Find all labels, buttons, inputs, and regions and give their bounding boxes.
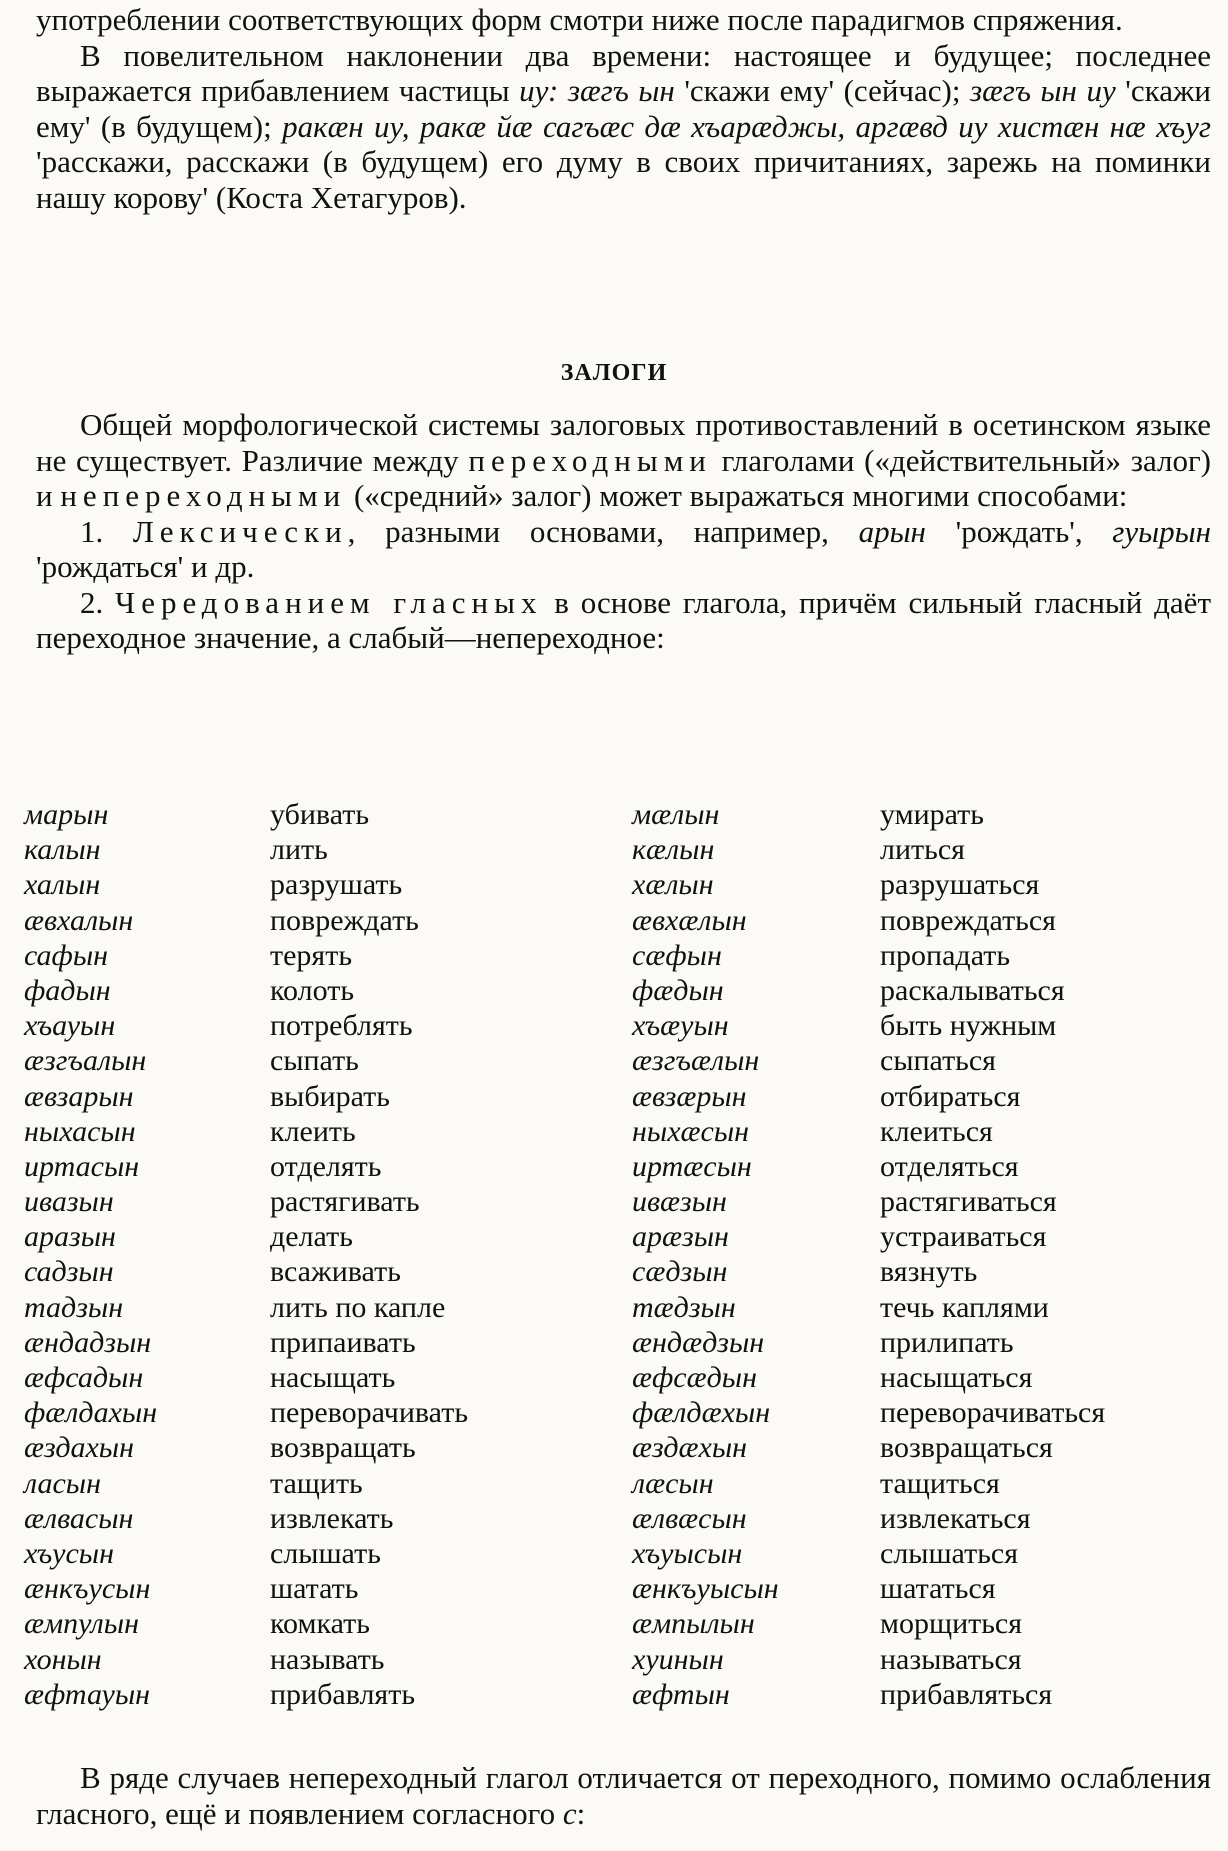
verb-row — [24, 1149, 1214, 1184]
verb-row — [24, 1501, 1214, 1536]
transitive-verb: æнкъусын — [24, 1572, 151, 1606]
transitive-meaning: лить — [270, 833, 328, 867]
emphasized-term: Лексически — [132, 513, 348, 549]
intransitive-verb: ныхæсын — [632, 1114, 750, 1148]
intransitive-meaning: слышаться — [880, 1536, 1018, 1570]
transitive-meaning: припаивать — [270, 1325, 416, 1359]
transitive-verb: æфтауын — [24, 1677, 151, 1711]
intransitive-verb: лæсын — [632, 1466, 714, 1500]
text-run: глаголами («действительный» залог) и — [36, 442, 1211, 513]
transitive-verb: хъауын — [24, 1009, 116, 1043]
text-run: , разными основами, например, — [347, 513, 859, 549]
transitive-meaning: повреждать — [270, 903, 419, 937]
transitive-verb: хъусын — [24, 1536, 114, 1570]
transitive-meaning: всаживать — [270, 1255, 401, 1289]
intransitive-meaning: шататься — [880, 1572, 996, 1606]
text-run: 'скажи ему' (сейчас); — [674, 73, 971, 108]
transitive-verb: фæлдахын — [24, 1396, 158, 1430]
text-run: В повелительном наклонении два времени: настоящее и будущее; последнее выражается прибавлением частицы — [36, 37, 1211, 108]
intransitive-meaning: умирать — [880, 798, 984, 831]
transitive-verb: аразын — [24, 1220, 116, 1254]
intransitive-verb: мæлын — [632, 798, 720, 831]
transitive-meaning: возвращать — [270, 1431, 416, 1465]
transitive-verb: æздахын — [24, 1431, 135, 1465]
transitive-meaning: комкать — [270, 1607, 370, 1641]
verb-row — [24, 1536, 1214, 1571]
intransitive-verb: æмпылын — [632, 1607, 755, 1641]
intransitive-meaning: быть нужным — [880, 1009, 1057, 1043]
intro-text — [36, 2, 1211, 215]
verb-row — [24, 1430, 1214, 1465]
imperative-paragraph — [36, 38, 1211, 216]
text-run: 'рождать', — [925, 513, 1113, 549]
transitive-verb: æмпулын — [24, 1607, 139, 1641]
intransitive-meaning: называться — [880, 1642, 1022, 1676]
intransitive-verb: фæлдæхын — [632, 1396, 771, 1430]
intransitive-meaning: раскалываться — [880, 973, 1065, 1007]
verb-row — [24, 797, 1214, 832]
example-word: гуырын — [1112, 513, 1211, 549]
transitive-meaning: лить по капле — [270, 1290, 446, 1324]
verb-row — [24, 1325, 1214, 1360]
transitive-meaning: шатать — [270, 1572, 359, 1606]
text-run: в основе глагола, причём сильный гласный даёт переходное значение, а слабый—непереходное: — [36, 584, 1211, 655]
transitive-meaning: убивать — [270, 798, 370, 831]
verb-row — [24, 1184, 1214, 1219]
text-run: : — [576, 1795, 586, 1831]
transitive-meaning: колоть — [270, 973, 355, 1007]
intransitive-meaning: отбираться — [880, 1079, 1021, 1113]
intransitive-meaning: повреждаться — [880, 903, 1056, 937]
transitive-meaning: называть — [270, 1642, 385, 1676]
verb-row — [24, 1219, 1214, 1254]
verb-row — [24, 867, 1214, 902]
intransitive-meaning: устраиваться — [880, 1220, 1047, 1254]
verb-row — [24, 1254, 1214, 1289]
intransitive-meaning: литься — [880, 833, 965, 867]
transitive-meaning: сыпать — [270, 1044, 359, 1078]
transitive-meaning: переворачивать — [270, 1396, 469, 1430]
intransitive-meaning: возвращаться — [880, 1431, 1053, 1465]
example-word: с — [562, 1795, 577, 1831]
intransitive-verb: æндæдзын — [632, 1325, 765, 1359]
intransitive-meaning: пропадать — [880, 938, 1011, 972]
transitive-verb: æзгъалын — [24, 1044, 147, 1078]
verb-row — [24, 1360, 1214, 1395]
voice-text — [36, 407, 1211, 656]
transitive-verb: фадын — [24, 973, 111, 1007]
transitive-meaning: тащить — [270, 1466, 363, 1500]
transitive-meaning: терять — [270, 938, 353, 972]
transitive-verb: æвхалын — [24, 903, 134, 937]
transitive-verb: иртасын — [24, 1149, 140, 1183]
emphasized-term: переходными — [468, 442, 712, 478]
transitive-verb: æфсадын — [24, 1361, 144, 1394]
intransitive-meaning: насыщаться — [880, 1361, 1033, 1394]
transitive-verb: ныхасын — [24, 1114, 136, 1148]
verb-row — [24, 938, 1214, 973]
transitive-verb: æвзарын — [24, 1079, 134, 1113]
text-run: («средний» залог) может выражаться многими способами: — [346, 478, 1128, 513]
verb-row — [24, 903, 1214, 938]
emphasized-term: Чередованием гласных — [115, 584, 543, 620]
closing-text — [36, 1760, 1211, 1831]
intransitive-verb: ивæзын — [632, 1185, 727, 1219]
example-word: иу: зæгъ ын — [519, 73, 675, 108]
intransitive-verb: æфсæдын — [632, 1361, 758, 1394]
intransitive-verb: тæдзын — [632, 1290, 736, 1324]
intransitive-verb: иртæсын — [632, 1149, 752, 1183]
verb-row — [24, 1606, 1214, 1641]
intransitive-verb: æвхæлын — [632, 903, 747, 937]
transitive-verb: садзын — [24, 1255, 114, 1289]
transitive-meaning: потреблять — [270, 1009, 413, 1043]
transitive-meaning: делать — [270, 1220, 353, 1254]
verb-row — [24, 1290, 1214, 1325]
intro-line: употреблении соответствующих форм смотри ниже после парадигмов спряжения. — [36, 2, 1123, 37]
verb-row — [24, 1466, 1214, 1501]
verb-row — [24, 1571, 1214, 1606]
intransitive-meaning: отделяться — [880, 1149, 1019, 1183]
emphasized-term: непереходными — [60, 478, 347, 513]
intransitive-meaning: морщиться — [880, 1607, 1023, 1641]
intransitive-verb: хæлын — [632, 868, 714, 902]
text-run: 'рождаться' и др. — [36, 549, 255, 584]
text-run: 2. — [80, 584, 116, 620]
transitive-verb: халын — [24, 868, 101, 902]
transitive-verb: æндадзын — [24, 1325, 152, 1359]
verb-row — [24, 1395, 1214, 1430]
voice-paragraph-1 — [36, 407, 1211, 514]
verb-row — [24, 1677, 1214, 1712]
transitive-meaning: разрушать — [270, 868, 403, 902]
intransitive-verb: æлвæсын — [632, 1501, 747, 1535]
intransitive-verb: æфтын — [632, 1677, 730, 1711]
transitive-verb: хонын — [24, 1642, 102, 1676]
example-word: зæгъ ын иу — [970, 73, 1116, 108]
transitive-meaning: слышать — [270, 1536, 381, 1570]
text-run: Общей морфологической системы залоговых противоставлений в осетинском языке не существует. Различие между — [36, 407, 1211, 478]
intransitive-verb: кæлын — [632, 833, 715, 867]
transitive-meaning: извлекать — [270, 1501, 394, 1535]
transitive-meaning: отделять — [270, 1149, 382, 1183]
verb-row — [24, 832, 1214, 867]
intransitive-meaning: клеиться — [880, 1114, 993, 1148]
verb-row — [24, 1079, 1214, 1114]
closing-paragraph — [36, 1760, 1211, 1831]
verb-row — [24, 1008, 1214, 1043]
intransitive-verb: хъуысын — [632, 1536, 743, 1570]
intransitive-meaning: сыпаться — [880, 1044, 996, 1078]
verb-row — [24, 1114, 1214, 1149]
voice-paragraph-2 — [36, 514, 1211, 585]
intransitive-meaning: прибавляться — [880, 1677, 1053, 1711]
verb-row — [24, 1642, 1214, 1677]
transitive-verb: æлвасын — [24, 1501, 134, 1535]
transitive-verb: ласын — [24, 1466, 101, 1500]
intransitive-meaning: прилипать — [880, 1325, 1014, 1359]
intransitive-verb: æвзæрын — [632, 1079, 747, 1113]
intransitive-meaning: растягиваться — [880, 1185, 1057, 1219]
verb-row — [24, 973, 1214, 1008]
transitive-meaning: клеить — [270, 1114, 356, 1148]
intransitive-meaning: течь каплями — [880, 1290, 1049, 1324]
section-title: ЗАЛОГИ — [560, 360, 668, 386]
intransitive-meaning: переворачиваться — [880, 1396, 1106, 1430]
verb-table — [24, 797, 1214, 1712]
intransitive-verb: фæдын — [632, 973, 724, 1007]
text-run: 1. — [80, 513, 133, 549]
transitive-meaning: насыщать — [270, 1361, 396, 1394]
example-word: арын — [858, 513, 926, 549]
intransitive-verb: хуинын — [632, 1642, 724, 1676]
intransitive-verb: хъæуын — [632, 1009, 729, 1043]
transitive-meaning: растягивать — [270, 1185, 420, 1219]
verb-row — [24, 1043, 1214, 1078]
transitive-verb: тадзын — [24, 1290, 124, 1324]
intransitive-verb: æзгъæлын — [632, 1044, 760, 1078]
voice-paragraph-3 — [36, 585, 1211, 656]
intransitive-meaning: вязнуть — [880, 1255, 978, 1289]
transitive-verb: сафын — [24, 938, 109, 972]
intransitive-verb: арæзын — [632, 1220, 729, 1254]
intransitive-meaning: извлекаться — [880, 1501, 1031, 1535]
intransitive-meaning: разрушаться — [880, 868, 1040, 902]
transitive-verb: ивазын — [24, 1185, 114, 1219]
transitive-meaning: выбирать — [270, 1079, 390, 1113]
text-run: 'расскажи, расскажи (в будущем) его думу в своих причитаниях, зарежь на поминки нашу корову' (Коста Хетагуров). — [36, 144, 1211, 215]
text-run: 'скажи ему' (в будущем); — [36, 73, 1211, 144]
intransitive-meaning: тащиться — [880, 1466, 1000, 1500]
intransitive-verb: æнкъуысын — [632, 1572, 779, 1606]
transitive-verb: марын — [24, 798, 109, 831]
intransitive-verb: сæфын — [632, 938, 722, 972]
intransitive-verb: æздæхын — [632, 1431, 748, 1465]
example-word: ракæн иу, ракæ йæ сагъæс дæ хъарæджы, аргæвд иу хистæн нæ хъуг — [282, 108, 1211, 144]
transitive-verb: калын — [24, 833, 101, 867]
text-run: В ряде случаев непереходный глагол отличается от переходного, помимо ослабления гласного, ещё и появлением согласного — [36, 1760, 1211, 1831]
transitive-meaning: прибавлять — [270, 1677, 416, 1711]
intransitive-verb: сæдзын — [632, 1255, 728, 1289]
